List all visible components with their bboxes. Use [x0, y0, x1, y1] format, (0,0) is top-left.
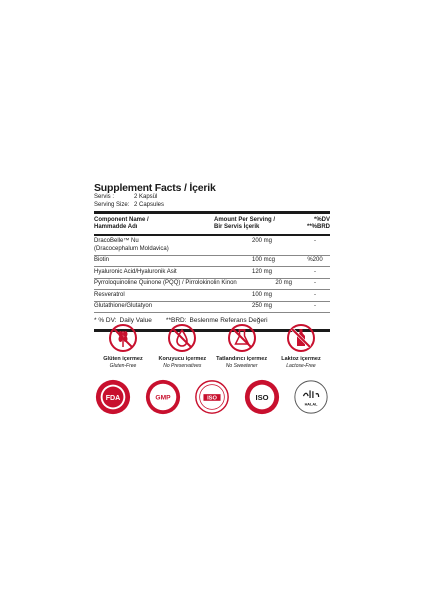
badge-text: FDA [105, 393, 121, 402]
ingredient-name: DracoBelle™ Nu [94, 238, 139, 244]
bottle-icon [286, 323, 316, 353]
serving-key: Servis : [94, 194, 115, 200]
icon-subtitle: Gluten-Free [109, 362, 137, 369]
divider [94, 211, 330, 214]
ingredient-amount: 120 mg [252, 268, 273, 275]
gmp-badge [144, 378, 182, 416]
ingredient-dv: - [314, 303, 316, 309]
ingredient-amount: 20 mg [275, 280, 292, 286]
supplement-facts-panel [94, 182, 330, 332]
facts-title: Supplement Facts / İçerik [94, 182, 216, 194]
serving-row [94, 194, 330, 202]
table-row [94, 267, 330, 279]
table-row [94, 290, 330, 302]
icon-title: Koruyucu içermez [158, 356, 207, 362]
ingredient-amount: 200 mg [252, 238, 273, 244]
badge-text: GMP [154, 394, 171, 402]
ingredient-amount: 100 mcg [252, 257, 276, 263]
sweetener-free-item [213, 323, 271, 369]
icon-subtitle: No Preservatives [163, 362, 202, 369]
free-from-icons [94, 323, 330, 369]
divider [94, 234, 330, 236]
icon-title: Glüten içermez [103, 356, 143, 362]
flask-icon [227, 323, 257, 353]
table-row [94, 279, 330, 291]
header-component-tr: Hammadde Adı [94, 224, 138, 230]
serving-value: 2 Capsules [134, 201, 165, 208]
ingredient-amount: 100 mg [252, 291, 273, 298]
iso-badge [243, 378, 281, 416]
ingredient-name: Glutathione/Glutatyon [94, 303, 153, 309]
wheat-icon [108, 323, 138, 353]
header-amount: Amount Per Serving / [214, 217, 276, 223]
serving-row [94, 202, 330, 210]
header-dv: *%DV [313, 217, 330, 223]
ingredient-name: Hyaluronic Acid/Hyaluronik Asit [94, 268, 177, 275]
icon-title: Tatlandırıcı içermez [216, 356, 268, 362]
legend-brd-key: **BRD: [165, 317, 187, 324]
icon-subtitle: No Sweetener [225, 362, 258, 369]
gluten-free-item [94, 323, 152, 369]
badge-text: ISO [254, 392, 269, 402]
lactose-free-item [272, 323, 330, 369]
iso-certified-badge [193, 378, 231, 416]
table-row [94, 237, 330, 256]
ingredient-name: Resveratrol [94, 291, 125, 298]
badge-text: HALAL [304, 402, 318, 407]
drop-icon [167, 323, 197, 353]
header-amount-tr: Bir Servis İçerik [214, 224, 260, 230]
fda-badge [94, 378, 132, 416]
ingredient-dv: %200 [307, 257, 323, 263]
legend-dv-text: Daily Value [119, 317, 152, 324]
preservative-free-item [153, 323, 211, 369]
certification-badges [94, 378, 330, 416]
icon-subtitle: Lactose-Free [286, 362, 316, 369]
ingredient-dv: - [314, 291, 316, 298]
table-row [94, 256, 330, 268]
ingredient-amount: 250 mg [252, 303, 273, 309]
header-brd: **%BRD [306, 224, 330, 230]
badge-text: ISO [207, 395, 217, 402]
serving-key: Serving Size: [94, 201, 130, 208]
ingredient-name: Biotin [94, 257, 110, 263]
serving-value: 2 Kapsül [134, 194, 158, 200]
table-header [94, 216, 330, 233]
header-component: Component Name / [94, 217, 149, 223]
ingredient-dv: - [314, 238, 316, 244]
ingredient-latin: (Dracocephalum Moldavica) [94, 245, 169, 252]
icon-title: Laktoz içermez [281, 356, 321, 362]
ingredient-name: Pyrroloquinoline Quinone (PQQ) / Pirrolokinolin Kinon [94, 280, 237, 286]
ingredient-dv: - [314, 280, 316, 286]
legend-brd-text: Beslenme Referans Değeri [189, 317, 268, 324]
ingredient-dv: - [314, 268, 316, 275]
halal-badge [292, 378, 330, 416]
legend-dv-key: * % DV: [94, 317, 117, 324]
table-row [94, 302, 330, 314]
